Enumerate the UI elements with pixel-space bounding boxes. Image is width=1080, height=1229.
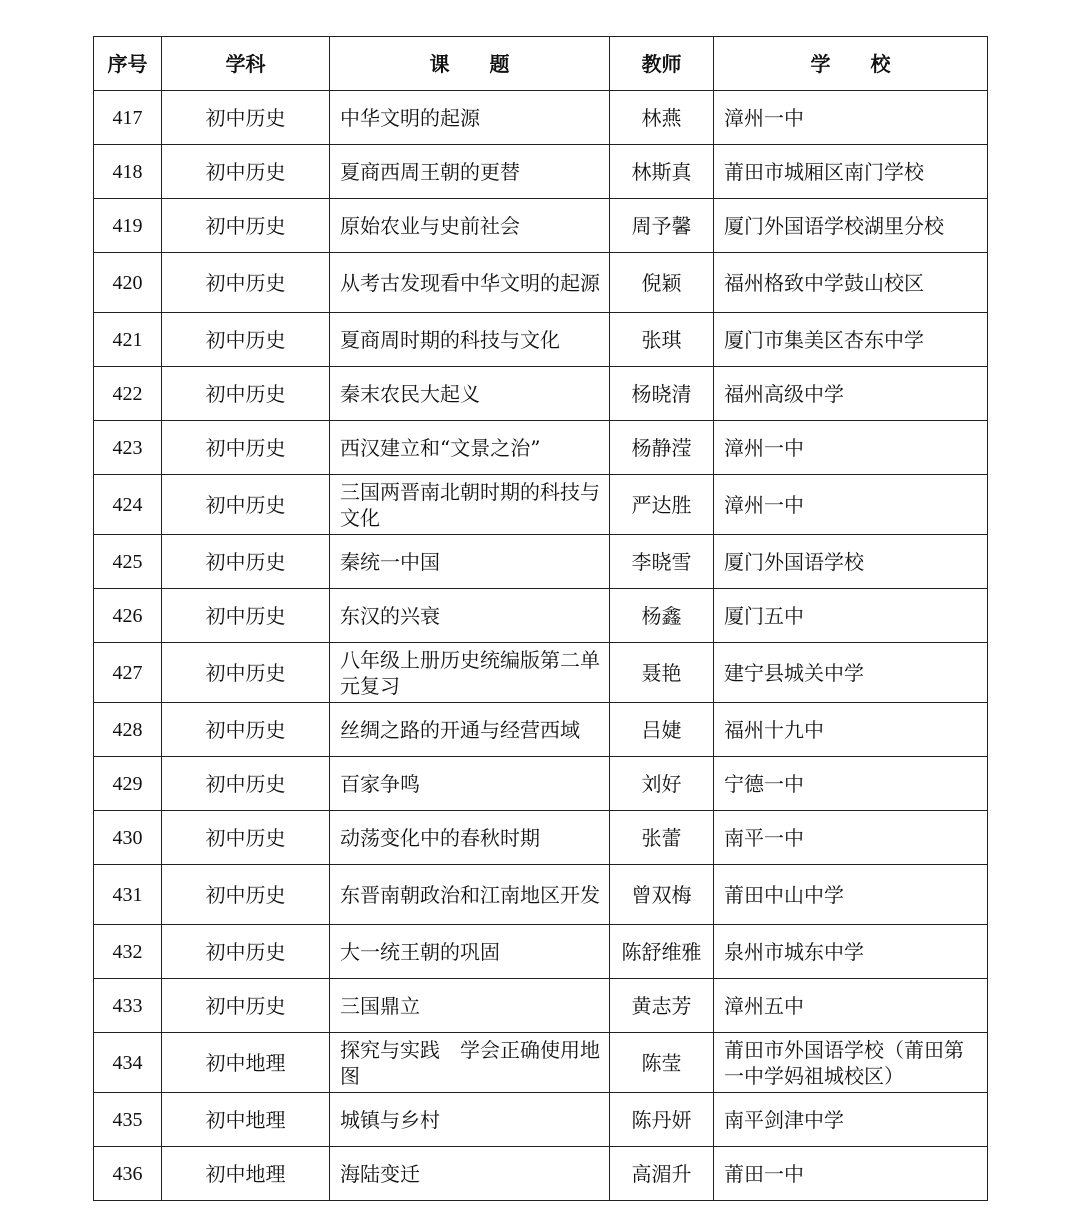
cell-topic: 探究与实践 学会正确使用地图 [330,1033,610,1093]
cell-teacher: 刘好 [610,757,714,811]
cell-school: 漳州一中 [714,91,988,145]
table-row [94,421,988,475]
cell-subject: 初中历史 [162,253,330,313]
cell-teacher: 林燕 [610,91,714,145]
cell-school: 建宁县城关中学 [714,643,988,703]
cell-teacher: 黄志芳 [610,979,714,1033]
cell-subject: 初中地理 [162,1093,330,1147]
cell-topic: 动荡变化中的春秋时期 [330,811,610,865]
table-row [94,145,988,199]
table-row [94,589,988,643]
cell-school: 莆田一中 [714,1147,988,1201]
cell-teacher: 吕婕 [610,703,714,757]
header-school: 学 校 [714,37,988,91]
header-no: 序号 [94,37,162,91]
cell-no: 434 [94,1033,162,1093]
cell-no: 432 [94,925,162,979]
cell-no: 428 [94,703,162,757]
cell-topic: 秦统一中国 [330,535,610,589]
cell-teacher: 李晓雪 [610,535,714,589]
cell-subject: 初中历史 [162,475,330,535]
cell-no: 425 [94,535,162,589]
cell-teacher: 张蕾 [610,811,714,865]
cell-school: 福州十九中 [714,703,988,757]
cell-subject: 初中历史 [162,811,330,865]
cell-topic: 从考古发现看中华文明的起源 [330,253,610,313]
table-row [94,475,988,535]
table-row [94,643,988,703]
cell-school: 厦门外国语学校湖里分校 [714,199,988,253]
cell-teacher: 高湄升 [610,1147,714,1201]
cell-topic: 百家争鸣 [330,757,610,811]
cell-no: 421 [94,313,162,367]
cell-topic: 原始农业与史前社会 [330,199,610,253]
cell-subject: 初中历史 [162,421,330,475]
cell-topic: 夏商周时期的科技与文化 [330,313,610,367]
cell-subject: 初中地理 [162,1147,330,1201]
cell-teacher: 杨晓清 [610,367,714,421]
cell-school: 莆田中山中学 [714,865,988,925]
cell-school: 厦门五中 [714,589,988,643]
cell-no: 430 [94,811,162,865]
table-row [94,1147,988,1201]
cell-no: 418 [94,145,162,199]
table-row [94,91,988,145]
cell-school: 莆田市城厢区南门学校 [714,145,988,199]
cell-school: 南平一中 [714,811,988,865]
cell-subject: 初中历史 [162,145,330,199]
cell-no: 422 [94,367,162,421]
cell-subject: 初中历史 [162,925,330,979]
table-row [94,757,988,811]
cell-no: 429 [94,757,162,811]
cell-subject: 初中地理 [162,1033,330,1093]
cell-teacher: 严达胜 [610,475,714,535]
cell-no: 417 [94,91,162,145]
cell-no: 431 [94,865,162,925]
cell-topic: 夏商西周王朝的更替 [330,145,610,199]
cell-topic: 三国鼎立 [330,979,610,1033]
table-row [94,199,988,253]
cell-topic: 丝绸之路的开通与经营西域 [330,703,610,757]
cell-topic: 秦末农民大起义 [330,367,610,421]
table-row [94,313,988,367]
cell-school: 宁德一中 [714,757,988,811]
cell-school: 南平剑津中学 [714,1093,988,1147]
cell-subject: 初中历史 [162,865,330,925]
table-row [94,367,988,421]
cell-subject: 初中历史 [162,199,330,253]
cell-teacher: 曾双梅 [610,865,714,925]
cell-no: 427 [94,643,162,703]
cell-topic: 东晋南朝政治和江南地区开发 [330,865,610,925]
cell-school: 福州高级中学 [714,367,988,421]
cell-teacher: 杨静滢 [610,421,714,475]
cell-subject: 初中历史 [162,367,330,421]
cell-teacher: 陈舒维雅 [610,925,714,979]
cell-subject: 初中历史 [162,589,330,643]
table-row [94,253,988,313]
cell-no: 426 [94,589,162,643]
cell-teacher: 倪颖 [610,253,714,313]
cell-teacher: 陈丹妍 [610,1093,714,1147]
cell-subject: 初中历史 [162,91,330,145]
cell-teacher: 周予馨 [610,199,714,253]
table-row [94,811,988,865]
cell-subject: 初中历史 [162,979,330,1033]
cell-no: 436 [94,1147,162,1201]
cell-school: 福州格致中学鼓山校区 [714,253,988,313]
cell-subject: 初中历史 [162,643,330,703]
table-body [94,91,988,1201]
header-subject: 学科 [162,37,330,91]
table-row [94,535,988,589]
cell-topic: 西汉建立和“文景之治” [330,421,610,475]
cell-teacher: 杨鑫 [610,589,714,643]
cell-teacher: 张琪 [610,313,714,367]
table-row [94,1093,988,1147]
cell-no: 419 [94,199,162,253]
cell-no: 433 [94,979,162,1033]
cell-topic: 海陆变迁 [330,1147,610,1201]
cell-school: 厦门外国语学校 [714,535,988,589]
cell-subject: 初中历史 [162,757,330,811]
cell-school: 莆田市外国语学校（莆田第一中学妈祖城校区） [714,1033,988,1093]
cell-topic: 大一统王朝的巩固 [330,925,610,979]
cell-teacher: 林斯真 [610,145,714,199]
header-topic: 课 题 [330,37,610,91]
table-row [94,979,988,1033]
cell-school: 漳州一中 [714,421,988,475]
cell-school: 泉州市城东中学 [714,925,988,979]
cell-subject: 初中历史 [162,313,330,367]
cell-topic: 三国两晋南北朝时期的科技与文化 [330,475,610,535]
cell-no: 423 [94,421,162,475]
cell-topic: 中华文明的起源 [330,91,610,145]
cell-school: 厦门市集美区杏东中学 [714,313,988,367]
cell-no: 435 [94,1093,162,1147]
cell-no: 420 [94,253,162,313]
header-teacher: 教师 [610,37,714,91]
table-header [94,37,988,91]
table-row [94,1033,988,1093]
cell-teacher: 聂艳 [610,643,714,703]
cell-topic: 城镇与乡村 [330,1093,610,1147]
cell-school: 漳州一中 [714,475,988,535]
cell-subject: 初中历史 [162,535,330,589]
table-row [94,925,988,979]
cell-subject: 初中历史 [162,703,330,757]
cell-teacher: 陈莹 [610,1033,714,1093]
lesson-table [93,36,988,1201]
cell-topic: 东汉的兴衰 [330,589,610,643]
table-row [94,865,988,925]
cell-no: 424 [94,475,162,535]
cell-school: 漳州五中 [714,979,988,1033]
cell-topic: 八年级上册历史统编版第二单元复习 [330,643,610,703]
table-row [94,703,988,757]
